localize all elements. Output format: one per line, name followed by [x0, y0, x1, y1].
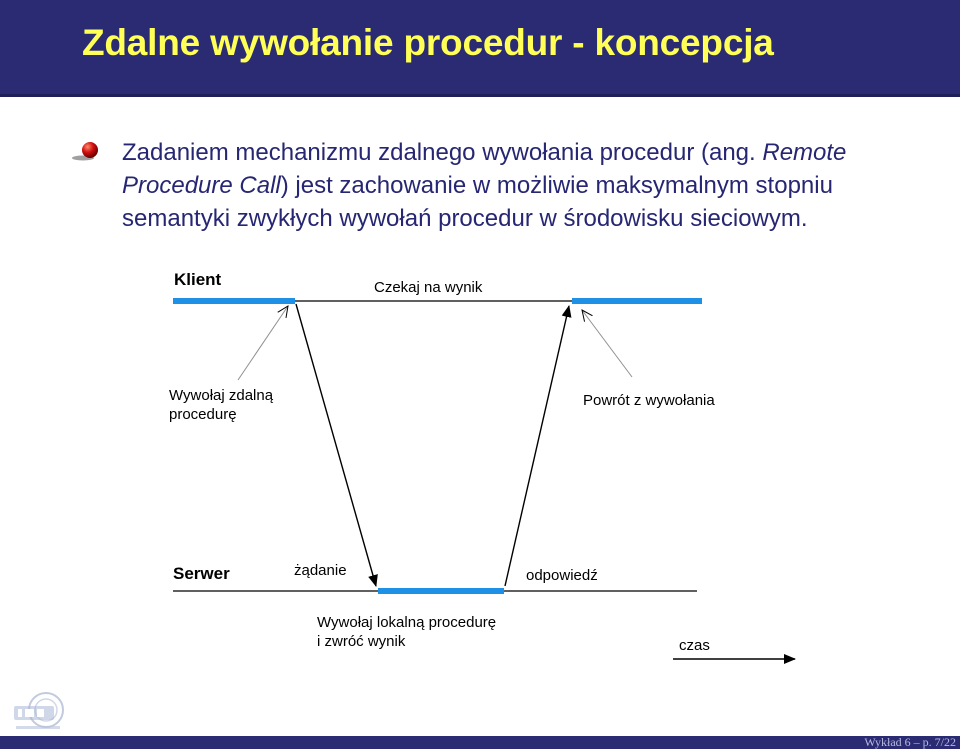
response-label: odpowiedź: [526, 567, 598, 584]
university-logo: [10, 690, 70, 736]
bullet-text-italic: Remote Procedure Call: [122, 139, 847, 199]
request-arrow: [296, 304, 376, 586]
server-label: Serwer: [173, 564, 230, 583]
call-remote-label-line1: Wywołaj zdalną: [169, 387, 274, 404]
return-pointer: [582, 310, 632, 377]
call-local-label: [317, 613, 496, 651]
footer-bar: [0, 736, 960, 749]
request-label: żądanie: [294, 562, 347, 579]
time-label: czas: [679, 637, 710, 654]
client-label: Klient: [174, 270, 222, 289]
wait-label: Czekaj na wynik: [374, 279, 483, 296]
call-remote-label-line2: procedurę: [169, 406, 237, 423]
client-active-segment-right: [572, 298, 702, 304]
return-label: Powrót z wywołania: [583, 392, 715, 409]
server-active-segment: [378, 588, 504, 594]
bullet-text-part1: Zadaniem mechanizmu zdalnego wywołania procedur (ang.: [122, 139, 763, 166]
client-active-segment-left: [173, 298, 295, 304]
page-number: Wykład 6 – p. 7/22: [864, 735, 956, 749]
call-local-label-line2: i zwróć wynik: [317, 633, 406, 650]
response-arrow: [505, 306, 569, 586]
bullet-text-part2: ) jest zachowanie w możliwie maksymalnym stopniu semantyki zwykłych wywołań procedur w środowisku sieciowym.: [122, 172, 833, 232]
call-remote-label: [169, 386, 273, 424]
slide-title: Zdalne wywołanie procedur - koncepcja: [82, 22, 774, 63]
call-remote-pointer: [238, 306, 288, 380]
call-local-label-line1: Wywołaj lokalną procedurę: [317, 614, 497, 631]
